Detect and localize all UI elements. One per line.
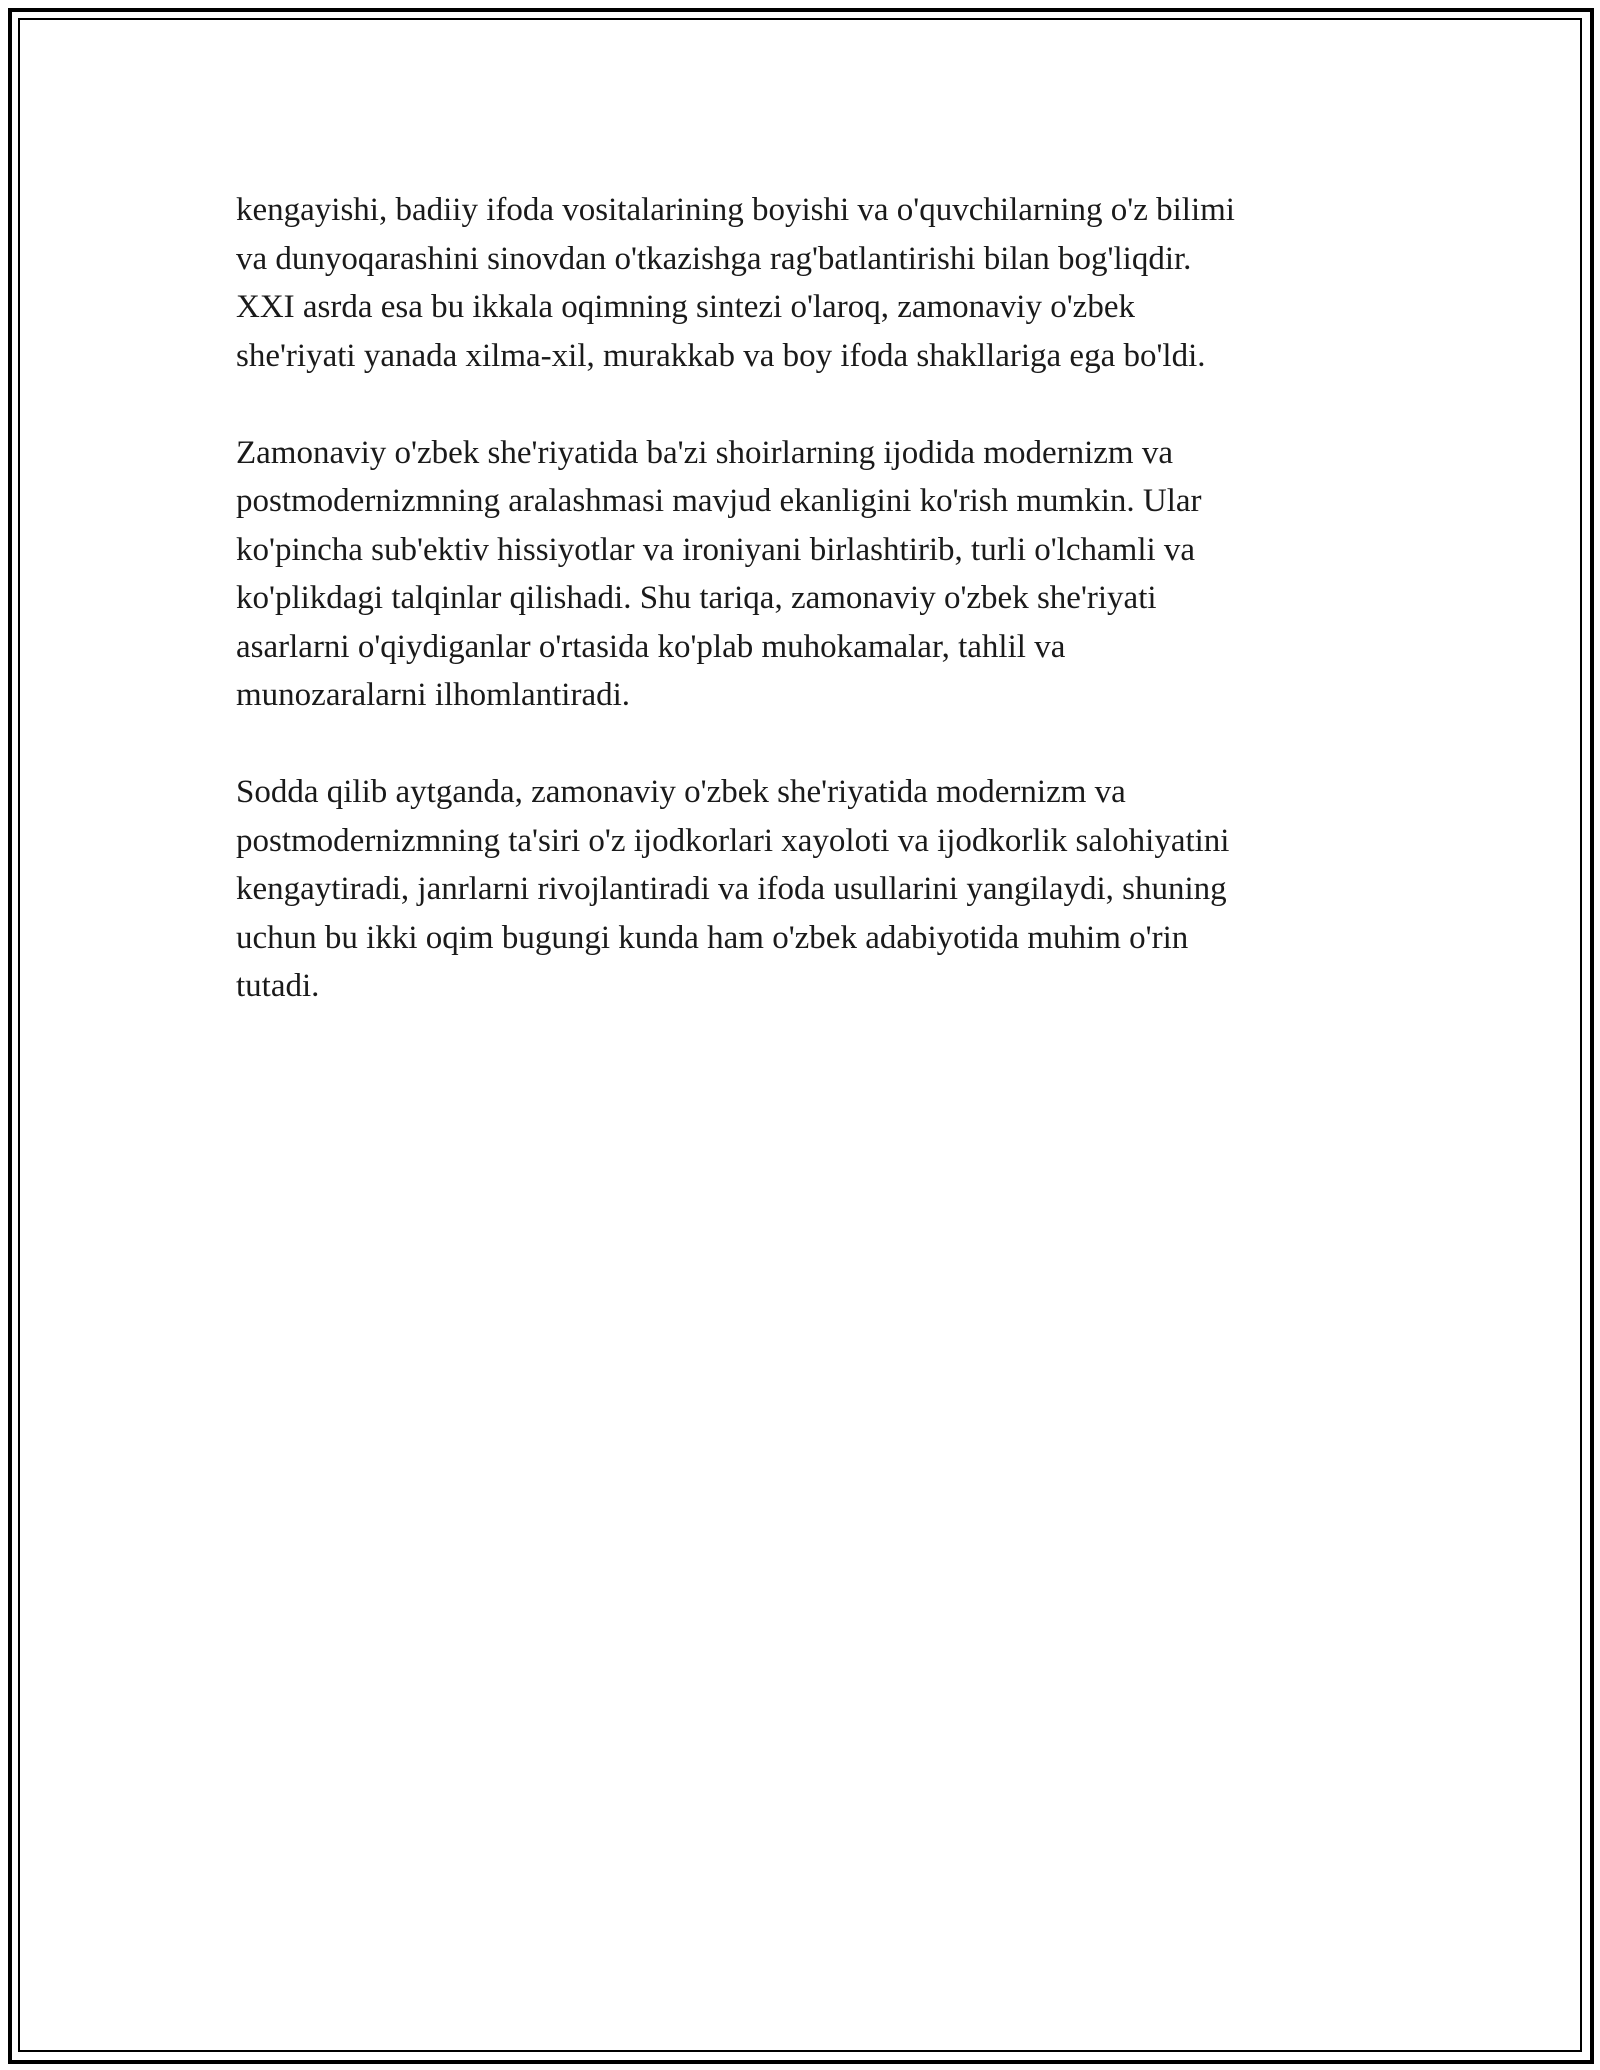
text-line: tutadi. [236,968,320,1004]
text-line: va dunyoqarashini sinovdan o'tkazishga rag'batlantirishi bilan bog'liqdir. [236,240,1192,277]
text-line: XXI asrda esa bu ikkala oqimning sintezi o'laroq, zamonaviy o'zbek [236,289,1135,325]
text-line: kengaytiradi, janrlarni rivojlantiradi va ifoda usullarini yangilaydi, shuning [236,871,1227,907]
text-line: ko'plikdagi talqinlar qilishadi. Shu tariqa, zamonaviy o'zbek she'riyati [236,580,1157,616]
text-line: kengayishi, badiiy ifoda vositalarining boyishi va o'quvchilarning o'z bilimi [236,192,1235,228]
text-line: postmodernizmning aralashmasi mavjud ekanligini ko'rish mumkin. Ular [236,483,1202,519]
text-line: Zamonaviy o'zbek she'riyatida ba'zi shoirlarning ijodida modernizm va [236,434,1173,471]
text-line: she'riyati yanada xilma-xil, murakkab va boy ifoda shakllariga ega bo'ldi. [236,337,1206,374]
paragraph-1 [236,186,1356,380]
text-line: ko'pincha sub'ektiv hissiyotlar va ironiyani birlashtirib, turli o'lchamli va [236,531,1196,568]
text-line: asarlarni o'qiydiganlar o'rtasida ko'plab muhokamalar, tahlil va [236,628,1066,665]
document-body [236,186,1356,1059]
paragraph-2 [236,429,1356,720]
text-line: munozaralarni ilhomlantiradi. [236,677,631,713]
text-line: uchun bu ikki oqim bugungi kunda ham o'zbek adabiyotida muhim o'rin [236,919,1189,956]
paragraph-3 [236,768,1356,1011]
text-line: postmodernizmning ta'siri o'z ijodkorlari xayoloti va ijodkorlik salohiyatini [236,822,1230,859]
text-line: Sodda qilib aytganda, zamonaviy o'zbek she'riyatida modernizm va [236,774,1126,810]
